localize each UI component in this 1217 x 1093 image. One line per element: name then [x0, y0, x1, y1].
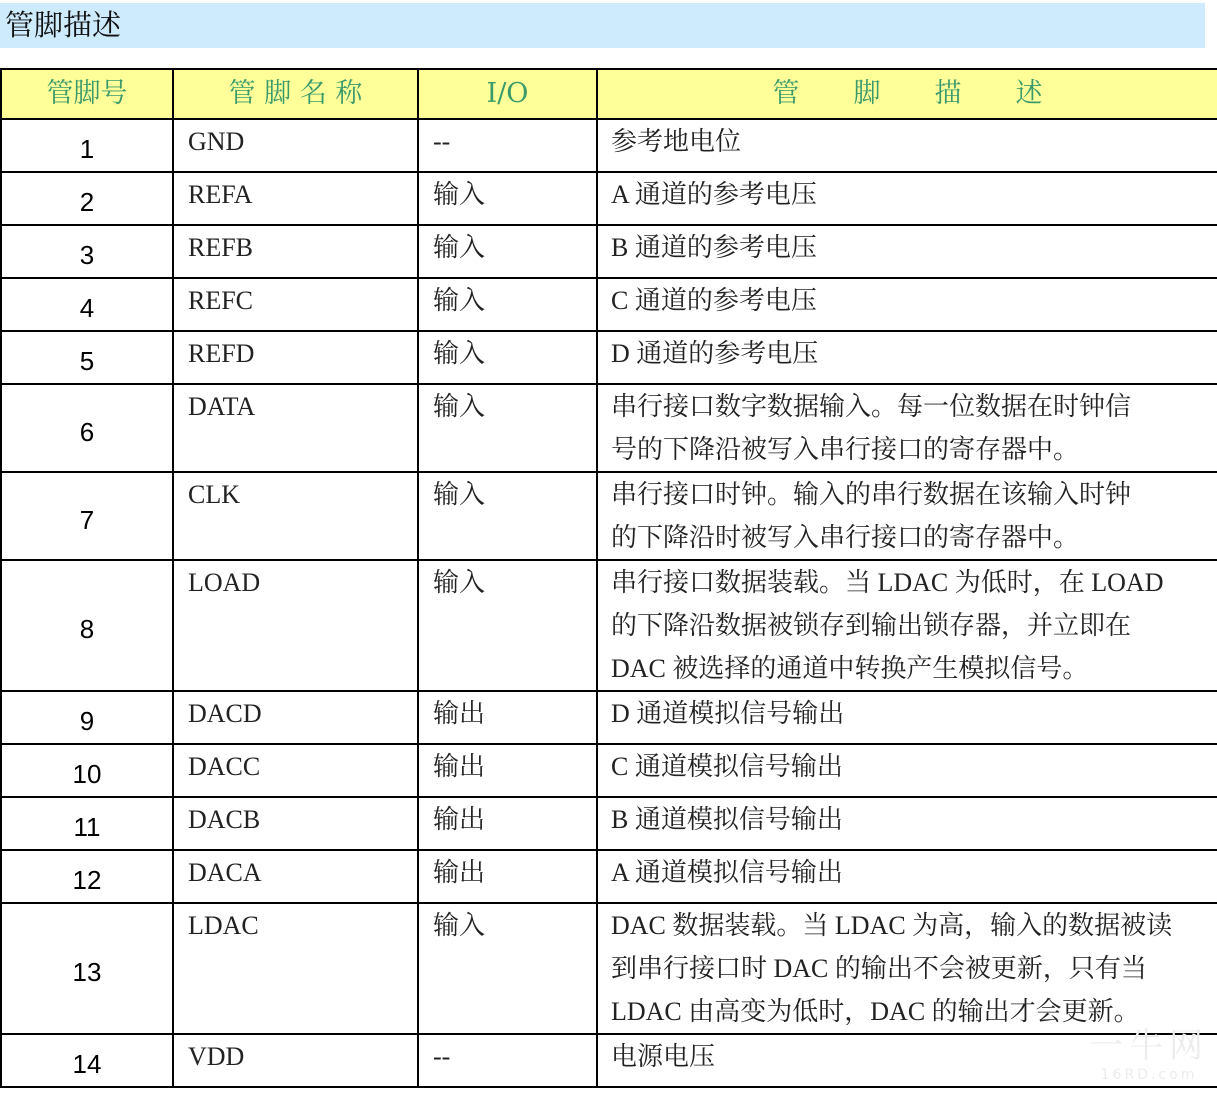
description-line: B 通道模拟信号输出 [611, 805, 843, 834]
pin-description [597, 850, 1217, 903]
pin-description [597, 278, 1217, 331]
pin-name: VDD [173, 1034, 418, 1087]
table-row [1, 691, 1217, 744]
table-row [1, 172, 1217, 225]
pin-number: 1 [1, 119, 173, 172]
description-line: 的下降沿时被写入串行接口的寄存器中。 [611, 523, 1080, 552]
pin-description [597, 797, 1217, 850]
table-row [1, 903, 1217, 1034]
table-row [1, 850, 1217, 903]
pin-description [597, 225, 1217, 278]
header-pin-name: 管 脚 名 称 [173, 69, 418, 119]
pin-io: 输出 [418, 797, 597, 850]
description-line: DAC 被选择的通道中转换产生模拟信号。 [611, 654, 1089, 683]
description-line: 参考地电位 [611, 127, 742, 156]
pin-name: DACA [173, 850, 418, 903]
pin-name: LDAC [173, 903, 418, 1034]
pin-io: -- [418, 1034, 597, 1087]
pin-number: 11 [1, 797, 173, 850]
pin-description [597, 560, 1217, 691]
pin-number: 5 [1, 331, 173, 384]
watermark-site: 16RD.com [1100, 1067, 1198, 1083]
pin-io: 输入 [418, 225, 597, 278]
pin-number: 7 [1, 472, 173, 560]
pin-number: 3 [1, 225, 173, 278]
pin-io: 输入 [418, 560, 597, 691]
table-header-row [1, 69, 1217, 119]
header-pin-number: 管脚号 [1, 69, 173, 119]
pin-number: 14 [1, 1034, 173, 1087]
description-line: 电源电压 [611, 1042, 716, 1071]
pin-name: DATA [173, 384, 418, 472]
pin-number: 8 [1, 560, 173, 691]
pin-description [597, 472, 1217, 560]
pin-io: 输入 [418, 331, 597, 384]
pin-name: GND [173, 119, 418, 172]
pin-description [597, 172, 1217, 225]
description-line: D 通道的参考电压 [611, 339, 819, 368]
description-line: D 通道模拟信号输出 [611, 699, 845, 728]
table-row [1, 225, 1217, 278]
section-title: 管脚描述 [0, 3, 1205, 48]
description-line: 串行接口数字数据输入。每一位数据在时钟信 [611, 392, 1132, 421]
pin-name: REFD [173, 331, 418, 384]
pin-io: 输出 [418, 744, 597, 797]
header-description: 管 脚 描 述 [597, 69, 1217, 119]
pin-name: LOAD [173, 560, 418, 691]
pin-io: 输出 [418, 691, 597, 744]
table-row [1, 1034, 1217, 1087]
pin-number: 9 [1, 691, 173, 744]
pin-io: 输入 [418, 384, 597, 472]
description-line: 到串行接口时 DAC 的输出不会被更新，只有当 [611, 954, 1147, 983]
pin-name: REFA [173, 172, 418, 225]
pin-name: REFC [173, 278, 418, 331]
pin-number: 4 [1, 278, 173, 331]
pin-number: 2 [1, 172, 173, 225]
pin-description [597, 903, 1217, 1034]
table-row [1, 278, 1217, 331]
table-row [1, 797, 1217, 850]
description-line: DAC 数据装载。当 LDAC 为高，输入的数据被读 [611, 911, 1173, 940]
pin-io: 输入 [418, 278, 597, 331]
pin-name: REFB [173, 225, 418, 278]
pin-description [597, 331, 1217, 384]
pin-description [597, 384, 1217, 472]
pin-io: -- [418, 119, 597, 172]
pin-name: DACC [173, 744, 418, 797]
pin-io: 输入 [418, 903, 597, 1034]
pin-description [597, 744, 1217, 797]
table-row [1, 744, 1217, 797]
pin-number: 13 [1, 903, 173, 1034]
watermark [1089, 1018, 1209, 1083]
pin-description [597, 119, 1217, 172]
table-row [1, 331, 1217, 384]
pin-io: 输出 [418, 850, 597, 903]
description-line: A 通道的参考电压 [611, 180, 817, 209]
table-row [1, 119, 1217, 172]
description-line: A 通道模拟信号输出 [611, 858, 843, 887]
table-row [1, 560, 1217, 691]
description-line: C 通道的参考电压 [611, 286, 817, 315]
description-line: B 通道的参考电压 [611, 233, 817, 262]
description-line: 串行接口数据装载。当 LDAC 为低时，在 LOAD [611, 568, 1164, 597]
pin-description [597, 691, 1217, 744]
table-row [1, 384, 1217, 472]
description-line: C 通道模拟信号输出 [611, 752, 843, 781]
description-line: 的下降沿数据被锁存到输出锁存器，并立即在 [611, 611, 1132, 640]
watermark-logo: 一牛网 [1089, 1026, 1209, 1066]
description-line: 串行接口时钟。输入的串行数据在该输入时钟 [611, 480, 1132, 509]
pin-number: 10 [1, 744, 173, 797]
pin-io: 输入 [418, 172, 597, 225]
description-line: LDAC 由高变为低时，DAC 的输出才会更新。 [611, 997, 1140, 1026]
table-row [1, 472, 1217, 560]
header-io: I/O [418, 69, 597, 119]
pin-name: CLK [173, 472, 418, 560]
pin-description-table [0, 68, 1217, 1088]
description-line: 号的下降沿被写入串行接口的寄存器中。 [611, 435, 1080, 464]
pin-name: DACD [173, 691, 418, 744]
pin-io: 输入 [418, 472, 597, 560]
pin-name: DACB [173, 797, 418, 850]
pin-number: 6 [1, 384, 173, 472]
pin-number: 12 [1, 850, 173, 903]
